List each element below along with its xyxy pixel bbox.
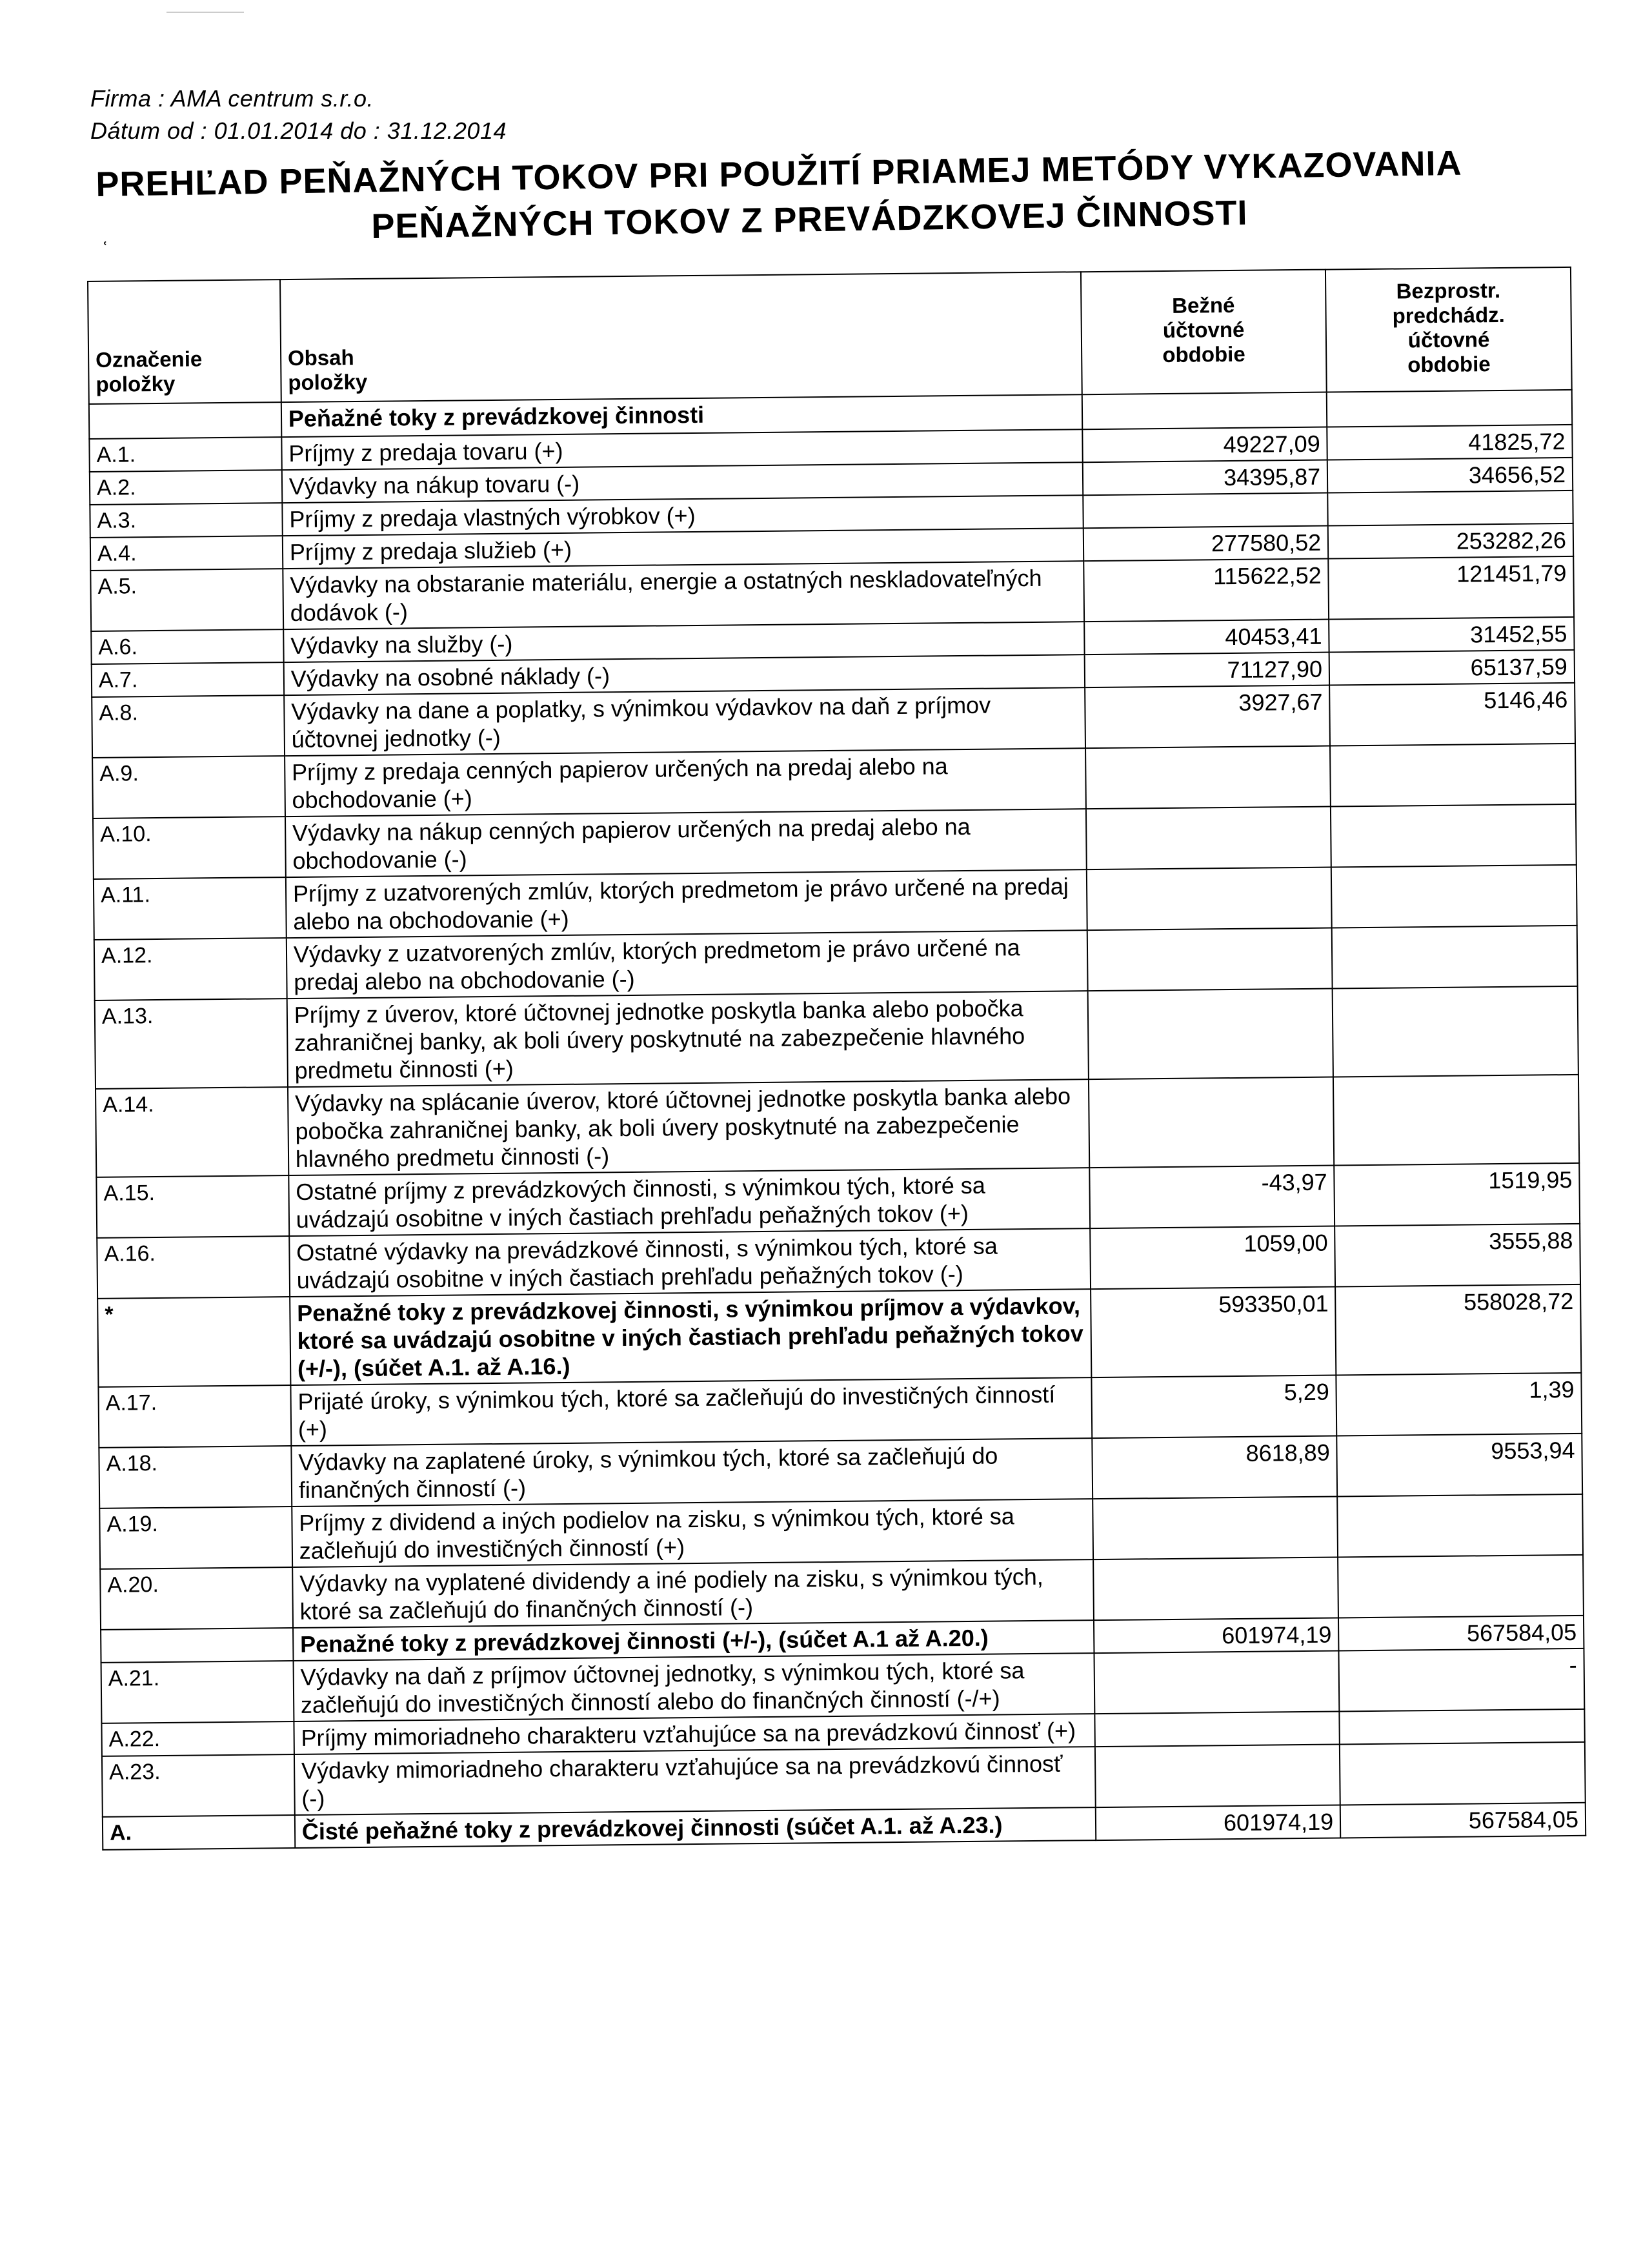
- previous-period-value: [1327, 491, 1573, 526]
- previous-period-value: 1519,95: [1334, 1163, 1580, 1226]
- current-period-value: [1085, 807, 1331, 870]
- previous-period-value: 567584,05: [1340, 1803, 1586, 1838]
- item-description: Výdavky na nákup tovaru (-): [282, 462, 1083, 503]
- current-period-value: 5,29: [1091, 1375, 1337, 1438]
- current-period-value: [1086, 868, 1332, 931]
- current-period-value: 601974,19: [1095, 1805, 1340, 1840]
- section-current-cell: [1082, 392, 1327, 430]
- previous-period-value: 567584,05: [1338, 1616, 1584, 1651]
- item-description: Penažné toky z prevádzkovej činnosti, s výnimkou príjmov a výdavkov, ktoré sa uvádzajú osobitne v iných častiach prehľadu peňažných tokov (+/-), (súčet A.1. až A.16.): [290, 1289, 1091, 1385]
- previous-period-value: [1333, 986, 1578, 1077]
- item-description: Príjmy z predaja tovaru (+): [281, 429, 1082, 470]
- item-description: Prijaté úroky, s výnimkou tých, ktoré sa začleňujú do investičných činností (+): [290, 1377, 1092, 1446]
- item-code: A.8.: [92, 695, 285, 758]
- item-description: Výdavky na zaplatené úroky, s výnimkou tých, ktoré sa začleňujú do finančných činností (-): [291, 1438, 1093, 1507]
- current-period-value: [1094, 1711, 1340, 1747]
- item-description: Ostatné príjmy z prevádzkových činnosti, s výnimkou tých, ktoré sa uvádzajú osobitne v iných častiach prehľadu peňažných tokov (+): [288, 1168, 1090, 1236]
- current-period-value: [1088, 1077, 1334, 1168]
- previous-period-value: [1333, 1075, 1579, 1166]
- table-row: [95, 986, 1578, 1089]
- previous-period-value: 31452,55: [1329, 617, 1574, 653]
- previous-period-value: 9553,94: [1336, 1434, 1582, 1497]
- item-description: Výdavky na daň z príjmov účtovnej jednotky, s výnimkou tých, ktoré sa začleňujú do investičných činností alebo do finančných činností (-/+): [293, 1653, 1094, 1721]
- table-row: [96, 1075, 1579, 1177]
- item-code: A.15.: [96, 1175, 289, 1238]
- item-description: Výdavky na služby (-): [283, 622, 1084, 662]
- previous-period-value: 558028,72: [1335, 1284, 1581, 1375]
- item-description: Penažné toky z prevádzkovej činnosti (+/-), (súčet A.1 až A.20.): [293, 1620, 1094, 1661]
- section-previous-cell: [1327, 390, 1572, 427]
- current-period-value: 593350,01: [1091, 1287, 1336, 1378]
- item-description: Výdavky z uzatvorených zmlúv, ktorých predmetom je právo určené na predaj alebo na obchodovanie (-): [287, 930, 1088, 999]
- column-header-previous: Bezprostr. predchádz. účtovné obdobie: [1325, 267, 1572, 392]
- previous-period-value: 253282,26: [1328, 523, 1573, 559]
- current-period-value: [1094, 1744, 1340, 1807]
- item-code: A.18.: [99, 1446, 292, 1508]
- item-description: Výdavky na dane a poplatky, s výnimkou výdavkov na daň z príjmov účtovnej jednotky (-): [284, 687, 1085, 756]
- stray-mark: ʿ: [102, 239, 108, 259]
- item-code: A.20.: [100, 1567, 293, 1630]
- previous-period-value: 1,39: [1336, 1373, 1582, 1436]
- column-header-current: Bežné účtovné obdobie: [1080, 270, 1327, 395]
- company-line: Firma : AMA centrum s.r.o.: [90, 85, 374, 112]
- previous-period-value: [1337, 1494, 1583, 1558]
- item-description: Príjmy z úverov, ktoré účtovnej jednotke poskytla banka alebo pobočka zahraničnej banky, ak boli úvery poskytnuté na zabezpečenie hlavného predmetu činnosti (+): [287, 991, 1089, 1087]
- cash-flow-table: [87, 267, 1586, 1851]
- column-header-text: Obsah položky: [280, 272, 1082, 402]
- previous-period-value: 65137,59: [1329, 650, 1575, 685]
- item-code: *: [97, 1297, 290, 1387]
- item-description: Výdavky na osobné náklady (-): [284, 655, 1085, 695]
- previous-period-value: [1340, 1742, 1586, 1805]
- current-period-value: 3927,67: [1085, 685, 1331, 749]
- current-period-value: 34395,87: [1082, 460, 1327, 496]
- item-code: A.17.: [98, 1385, 291, 1448]
- item-code: A.16.: [97, 1236, 290, 1299]
- item-code: A.22.: [101, 1721, 294, 1756]
- item-description: Príjmy z predaja cenných papierov určených na predaj alebo na obchodovanie (+): [285, 748, 1086, 817]
- report-title-line1: PREHĽAD PEŇAŽNÝCH TOKOV PRI POUŽITÍ PRIAMEJ METÓDY VYKAZOVANIA: [96, 143, 1462, 204]
- item-description: Výdavky na vyplatené dividendy a iné podiely na zisku, s výnimkou tých, ktoré sa začleňujú do finančných činností (-): [292, 1559, 1094, 1628]
- item-description: Príjmy z uzatvorených zmlúv, ktorých predmetom je právo určené na predaj alebo na obchodovanie (+): [286, 869, 1087, 938]
- item-description: Príjmy z dividend a iných podielov na zisku, s výnimkou tých, ktoré sa začleňujú do investičných činností (+): [292, 1499, 1093, 1567]
- item-code: A.21.: [101, 1661, 294, 1723]
- previous-period-value: 121451,79: [1328, 556, 1574, 620]
- current-period-value: [1085, 746, 1331, 809]
- table-header-row: [88, 267, 1572, 404]
- item-code: A.3.: [90, 503, 282, 538]
- item-description: Čisté peňažné toky z prevádzkovej činnosti (súčet A.1. až A.23.): [295, 1807, 1096, 1848]
- section-title: Peňažné toky z prevádzkovej činnosti: [281, 394, 1082, 437]
- current-period-value: [1094, 1650, 1340, 1714]
- item-code: A.11.: [94, 877, 287, 940]
- column-header-code: Označenie položky: [88, 279, 281, 404]
- item-code: A.6.: [91, 629, 283, 664]
- item-code: A.: [103, 1815, 295, 1850]
- item-description: Výdavky na obstaranie materiálu, energie a ostatných neskladovateľných dodávok (-): [283, 561, 1084, 629]
- date-range-line: Dátum od : 01.01.2014 do : 31.12.2014: [90, 117, 507, 144]
- previous-period-value: [1331, 865, 1577, 928]
- current-period-value: 601974,19: [1093, 1618, 1338, 1653]
- item-code: A.4.: [90, 536, 283, 571]
- item-code: A.12.: [94, 938, 287, 1000]
- current-period-value: [1087, 989, 1333, 1080]
- item-description: Príjmy mimoriadneho charakteru vzťahujúce sa na prevádzkovú činnosť (+): [294, 1714, 1094, 1754]
- current-period-value: 277580,52: [1083, 526, 1328, 562]
- item-description: Výdavky mimoriadneho charakteru vzťahujúce sa na prevádzkovú činnosť (-): [294, 1747, 1096, 1815]
- previous-period-value: 3555,88: [1335, 1224, 1580, 1287]
- item-description: Príjmy z predaja služieb (+): [283, 528, 1083, 569]
- previous-period-value: 34656,52: [1327, 458, 1573, 493]
- previous-period-value: 41825,72: [1327, 425, 1572, 460]
- current-period-value: [1093, 1496, 1338, 1559]
- item-code: A.2.: [90, 470, 282, 505]
- current-period-value: -43,97: [1089, 1166, 1335, 1229]
- previous-period-value: [1338, 1555, 1584, 1618]
- scan-mark: [166, 12, 244, 13]
- item-code: A.7.: [92, 662, 284, 697]
- previous-period-value: [1332, 926, 1578, 989]
- item-code: A.5.: [90, 569, 283, 631]
- current-period-value: 71127,90: [1084, 653, 1329, 688]
- table-row: [97, 1284, 1581, 1387]
- item-description: Výdavky na splácanie úverov, ktoré účtovnej jednotke poskytla banka alebo pobočka zahraničnej banky, ak boli úvery poskytnuté na zabezpečenie hlavného predmetu činnosti (-): [288, 1079, 1089, 1175]
- item-code: A.1.: [89, 437, 281, 472]
- item-description: Príjmy z predaja vlastných výrobkov (+): [282, 495, 1083, 536]
- item-description: Ostatné výdavky na prevádzkové činnosti, s výnimkou tých, ktoré sa uvádzajú osobitne v iných častiach prehľadu peňažných tokov (-): [289, 1228, 1091, 1297]
- current-period-value: [1083, 493, 1328, 529]
- current-period-value: 49227,09: [1082, 427, 1327, 463]
- previous-period-value: [1331, 804, 1576, 868]
- item-description: Výdavky na nákup cenných papierov určených na predaj alebo na obchodovanie (-): [285, 809, 1087, 877]
- previous-period-value: [1330, 744, 1576, 807]
- item-code: A.10.: [93, 817, 286, 879]
- current-period-value: 8618,89: [1092, 1436, 1338, 1499]
- item-code: A.14.: [96, 1087, 288, 1177]
- previous-period-value: -: [1339, 1649, 1585, 1712]
- previous-period-value: 5146,46: [1329, 683, 1575, 746]
- item-code: A.13.: [95, 999, 288, 1089]
- current-period-value: 1059,00: [1090, 1226, 1336, 1290]
- item-code: A.23.: [102, 1754, 295, 1817]
- report-title-line2: PEŇAŽNÝCH TOKOV Z PREVÁDZKOVEJ ČINNOSTI: [371, 193, 1248, 246]
- previous-period-value: [1340, 1709, 1585, 1745]
- item-code: [101, 1628, 293, 1663]
- current-period-value: 115622,52: [1083, 559, 1329, 622]
- item-code: A.9.: [92, 756, 285, 818]
- current-period-value: [1093, 1557, 1339, 1620]
- section-code-cell: [89, 402, 281, 439]
- item-code: A.19.: [99, 1507, 292, 1569]
- current-period-value: 40453,41: [1084, 620, 1329, 655]
- current-period-value: [1087, 928, 1333, 991]
